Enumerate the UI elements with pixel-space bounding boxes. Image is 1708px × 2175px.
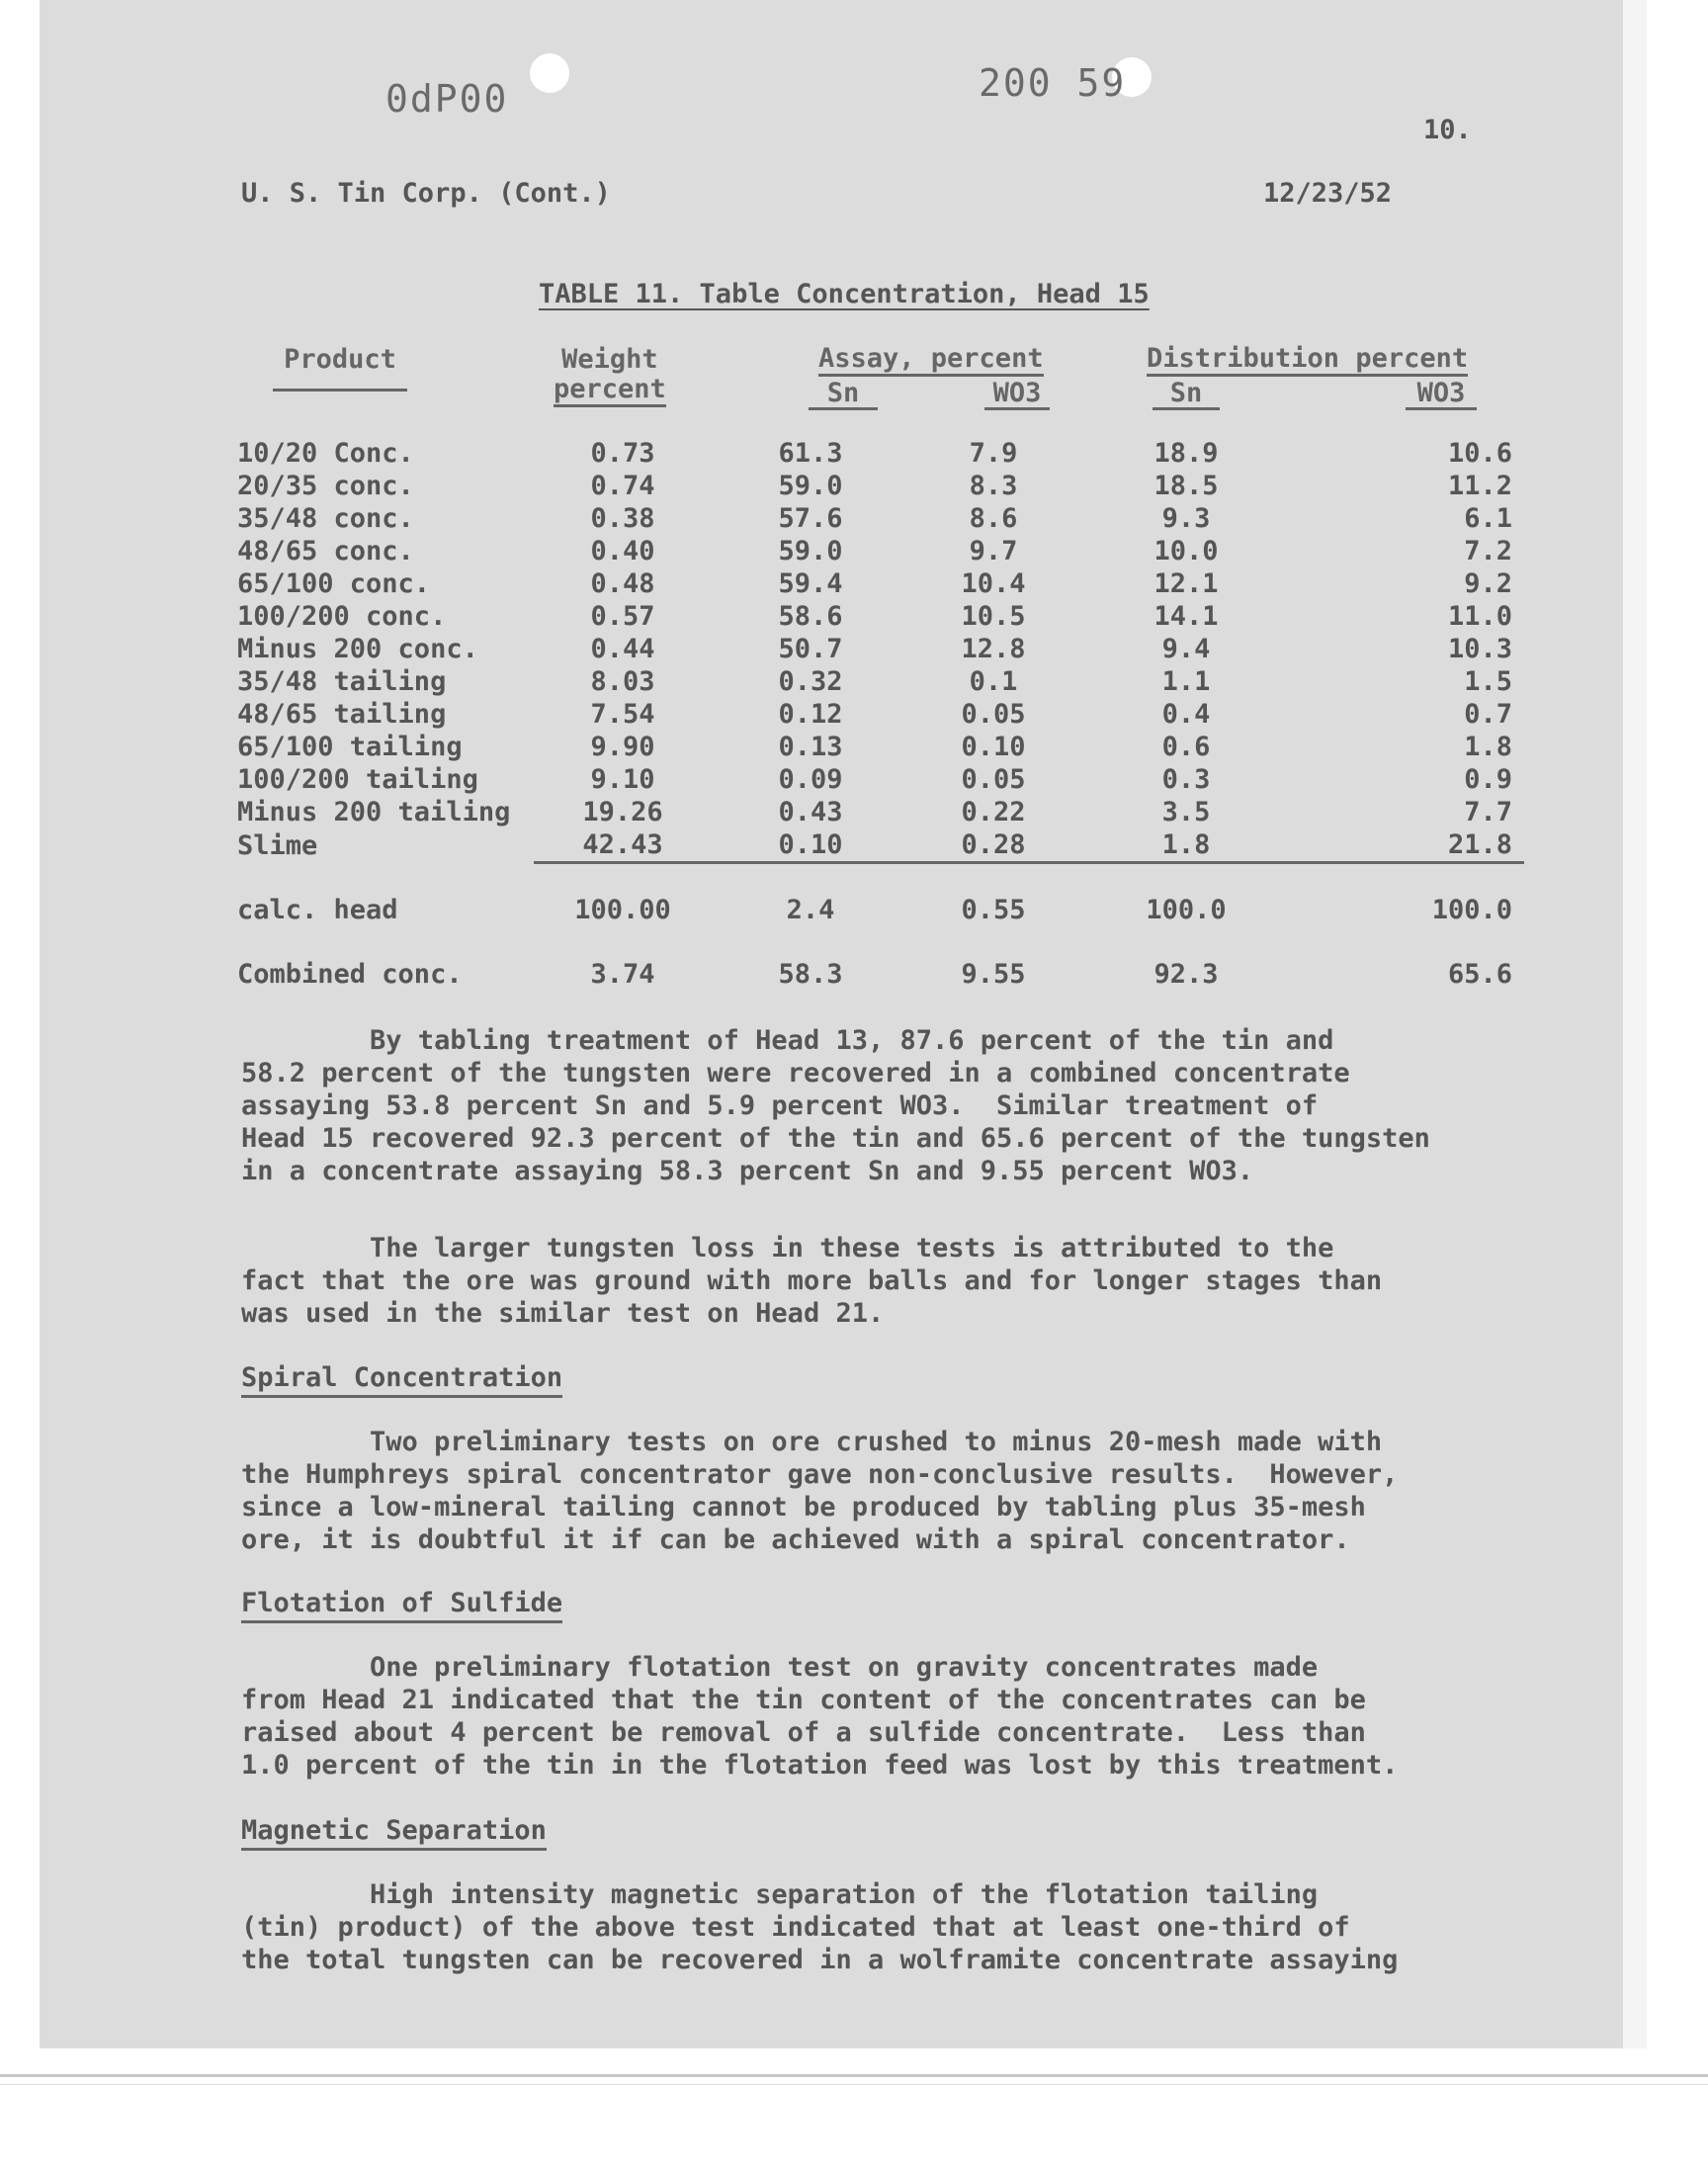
table-row: 48/65 conc. 0.40 59.0 9.7 10.0 7.2 [237, 536, 1512, 566]
punch-hole-left [530, 53, 569, 93]
table-title: TABLE 11. Table Concentration, Head 15 [539, 279, 1150, 309]
table-row: 35/48 tailing 8.03 0.32 0.1 1.1 1.5 [237, 666, 1512, 697]
col-dist-wo3: WO3 [1406, 380, 1477, 410]
text-line: 58.2 percent of the tungsten were recovered in a combined concentrate [241, 1058, 1350, 1088]
spacer-row [237, 926, 1524, 958]
col-assay-sn: Sn [809, 380, 878, 410]
text-line: Two preliminary tests on ore crushed to minus 20-mesh made with [241, 1427, 1383, 1457]
text-line: One preliminary flotation test on gravity concentrates made [241, 1652, 1319, 1683]
text-line: The larger tungsten loss in these tests is attributed to the [241, 1233, 1334, 1263]
text-line: By tabling treatment of Head 13, 87.6 percent of the tin and [241, 1025, 1334, 1056]
col-product: Product [273, 344, 407, 392]
paragraph-magnetic [241, 1878, 1398, 1976]
table-row: 10/20 Conc. 0.73 61.3 7.9 18.9 10.6 [237, 438, 1512, 469]
text-line: 1.0 percent of the tin in the flotation feed was lost by this treatment. [241, 1750, 1399, 1781]
text-line: High intensity magnetic separation of the flotation tailing [241, 1879, 1319, 1910]
col-weight: Weight percent [554, 344, 666, 407]
paragraph-tabling [241, 1024, 1430, 1187]
text-line: the Humphreys spiral concentrator gave non-conclusive results. However, [241, 1459, 1399, 1490]
table-row: 35/48 conc. 0.38 57.6 8.6 9.3 6.1 [237, 503, 1512, 534]
page-edge [1623, 0, 1647, 2048]
table-row: 48/65 tailing 7.54 0.12 0.05 0.4 0.7 [237, 699, 1512, 730]
col-distribution: Distribution percent [1147, 344, 1468, 377]
heading-spiral-concentration: Spiral Concentration [241, 1362, 562, 1398]
text-line: was used in the similar test on Head 21. [241, 1298, 885, 1329]
paragraph-tungsten-loss [241, 1232, 1382, 1330]
spacer-row [237, 863, 1524, 895]
table-row: Minus 200 conc. 0.44 50.7 12.8 9.4 10.3 [237, 634, 1512, 664]
table-row: 20/35 conc. 0.74 59.0 8.3 18.5 11.2 [237, 471, 1512, 501]
text-line: raised about 4 percent be removal of a sulfide concentrate. Less than [241, 1717, 1366, 1748]
table-row: Minus 200 tailing 19.26 0.43 0.22 3.5 7.7 [237, 797, 1512, 827]
col-assay: Assay, percent [818, 344, 1044, 377]
table-row: Slime 42.43 0.10 0.28 1.8 21.8 [237, 828, 1524, 863]
heading-magnetic-separation: Magnetic Separation [241, 1815, 547, 1851]
text-line: from Head 21 indicated that the tin content of the concentrates can be [241, 1685, 1366, 1715]
header-date: 12/23/52 [1263, 178, 1393, 209]
table-row: 65/100 conc. 0.48 59.4 10.4 12.1 9.2 [237, 568, 1512, 599]
page-number: 10. [1423, 115, 1472, 145]
col-dist-sn: Sn [1153, 380, 1220, 410]
text-line: assaying 53.8 percent Sn and 5.9 percent WO3. Similar treatment of [241, 1090, 1319, 1121]
text-line: the total tungsten can be recovered in a wolframite concentrate assaying [241, 1945, 1399, 1975]
data-table [237, 437, 1524, 991]
scan-border-faint [0, 2084, 1708, 2085]
stamp-number-right: 200 59 [979, 61, 1127, 105]
text-line: fact that the ore was ground with more balls and for longer stages than [241, 1265, 1383, 1296]
text-line: (tin) product) of the above test indicated that at least one-third of [241, 1912, 1350, 1943]
table-row: 100/200 tailing 9.10 0.09 0.05 0.3 0.9 [237, 764, 1512, 795]
text-line: since a low-mineral tailing cannot be produced by tabling plus 35-mesh [241, 1492, 1366, 1522]
heading-flotation: Flotation of Sulfide [241, 1588, 562, 1623]
col-assay-wo3: WO3 [984, 380, 1050, 410]
paragraph-flotation [241, 1651, 1398, 1782]
text-line: ore, it is doubtful it if can be achieved with a spiral concentrator. [241, 1524, 1350, 1555]
paragraph-spiral [241, 1426, 1398, 1556]
text-line: in a concentrate assaying 58.3 percent Sn and 9.55 percent WO3. [241, 1156, 1254, 1186]
table-row: 65/100 tailing 9.90 0.13 0.10 0.6 1.8 [237, 732, 1512, 762]
stamp-number-left: 0dP00 [385, 77, 509, 121]
text-line: Head 15 recovered 92.3 percent of the tin and 65.6 percent of the tungsten [241, 1123, 1430, 1154]
scan-border [0, 2074, 1708, 2077]
table-row-calc-head: calc. head 100.00 2.4 0.55 100.0 100.0 [237, 895, 1512, 925]
table-row-combined: Combined conc. 3.74 58.3 9.55 92.3 65.6 [237, 959, 1512, 990]
table-row: 100/200 conc. 0.57 58.6 10.5 14.1 11.0 [237, 601, 1512, 632]
header-company: U. S. Tin Corp. (Cont.) [241, 178, 611, 209]
